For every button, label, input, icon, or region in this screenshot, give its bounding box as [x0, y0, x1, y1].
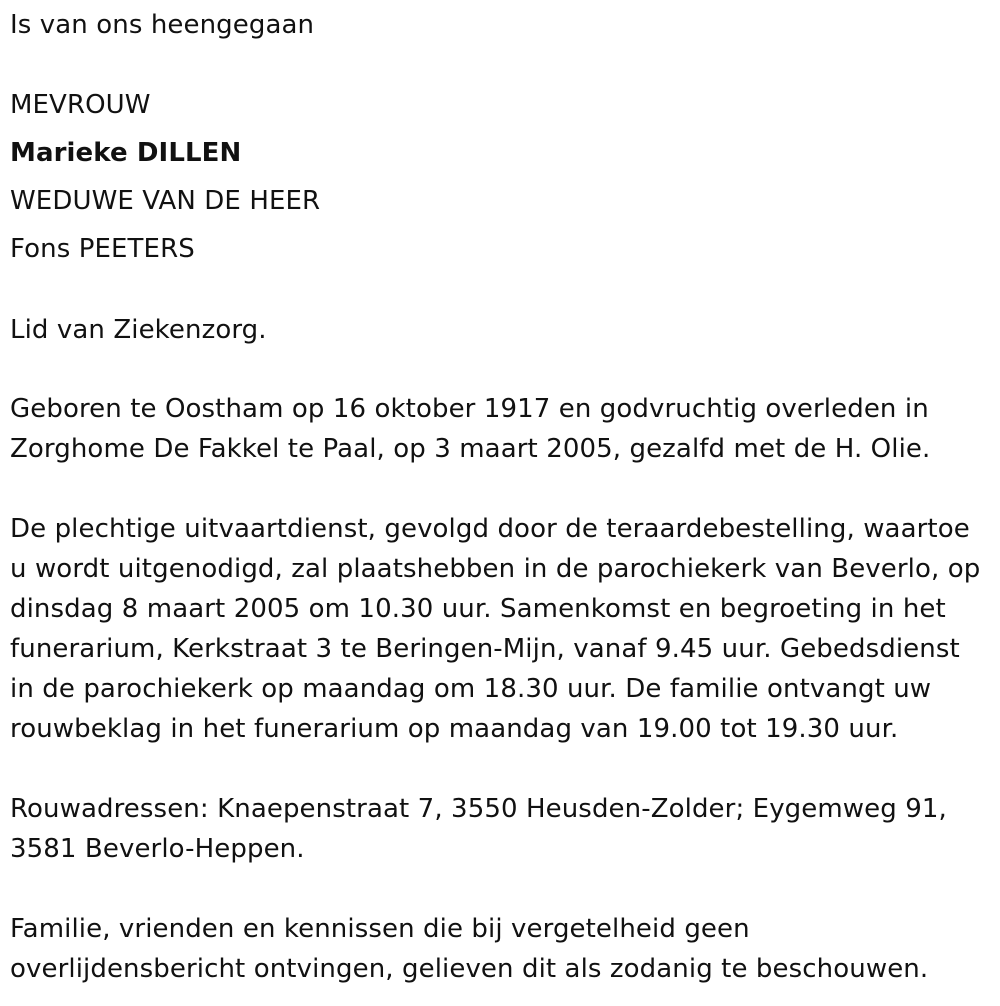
addresses-line-2: 3581 Beverlo-Heppen.: [10, 834, 305, 864]
intro-text: Is van ons heengegaan: [10, 10, 315, 40]
membership-text: Lid van Ziekenzorg.: [10, 315, 267, 345]
funeral-line-1: De plechtige uitvaartdienst, gevolgd door de teraardebestelling, waartoe: [10, 514, 970, 544]
deceased-name: Marieke DILLEN: [10, 138, 242, 168]
spouse-name: Fons PEETERS: [10, 234, 195, 264]
widow-label: WEDUWE VAN DE HEER: [10, 186, 321, 216]
funeral-line-2: u wordt uitgenodigd, zal plaatshebben in de parochiekerk van Beverlo, op: [10, 554, 981, 584]
honorific: MEVROUW: [10, 90, 151, 120]
birth-death-line-1: Geboren te Oostham op 16 oktober 1917 en godvruchtig overleden in: [10, 394, 929, 424]
funeral-line-4: funerarium, Kerkstraat 3 te Beringen-Mijn, vanaf 9.45 uur. Gebedsdienst: [10, 634, 960, 664]
addresses-line-1: Rouwadressen: Knaepenstraat 7, 3550 Heusden-Zolder; Eygemweg 91,: [10, 794, 947, 824]
funeral-line-6: rouwbeklag in het funerarium op maandag van 19.00 tot 19.30 uur.: [10, 714, 899, 744]
funeral-line-5: in de parochiekerk op maandag om 18.30 uur. De familie ontvangt uw: [10, 674, 932, 704]
birth-death-line-2: Zorghome De Fakkel te Paal, op 3 maart 2005, gezalfd met de H. Olie.: [10, 434, 931, 464]
closing-line-2: overlijdensbericht ontvingen, gelieven dit als zodanig te beschouwen.: [10, 954, 929, 984]
funeral-line-3: dinsdag 8 maart 2005 om 10.30 uur. Samenkomst en begroeting in het: [10, 594, 946, 624]
closing-line-1: Familie, vrienden en kennissen die bij vergetelheid geen: [10, 914, 750, 944]
